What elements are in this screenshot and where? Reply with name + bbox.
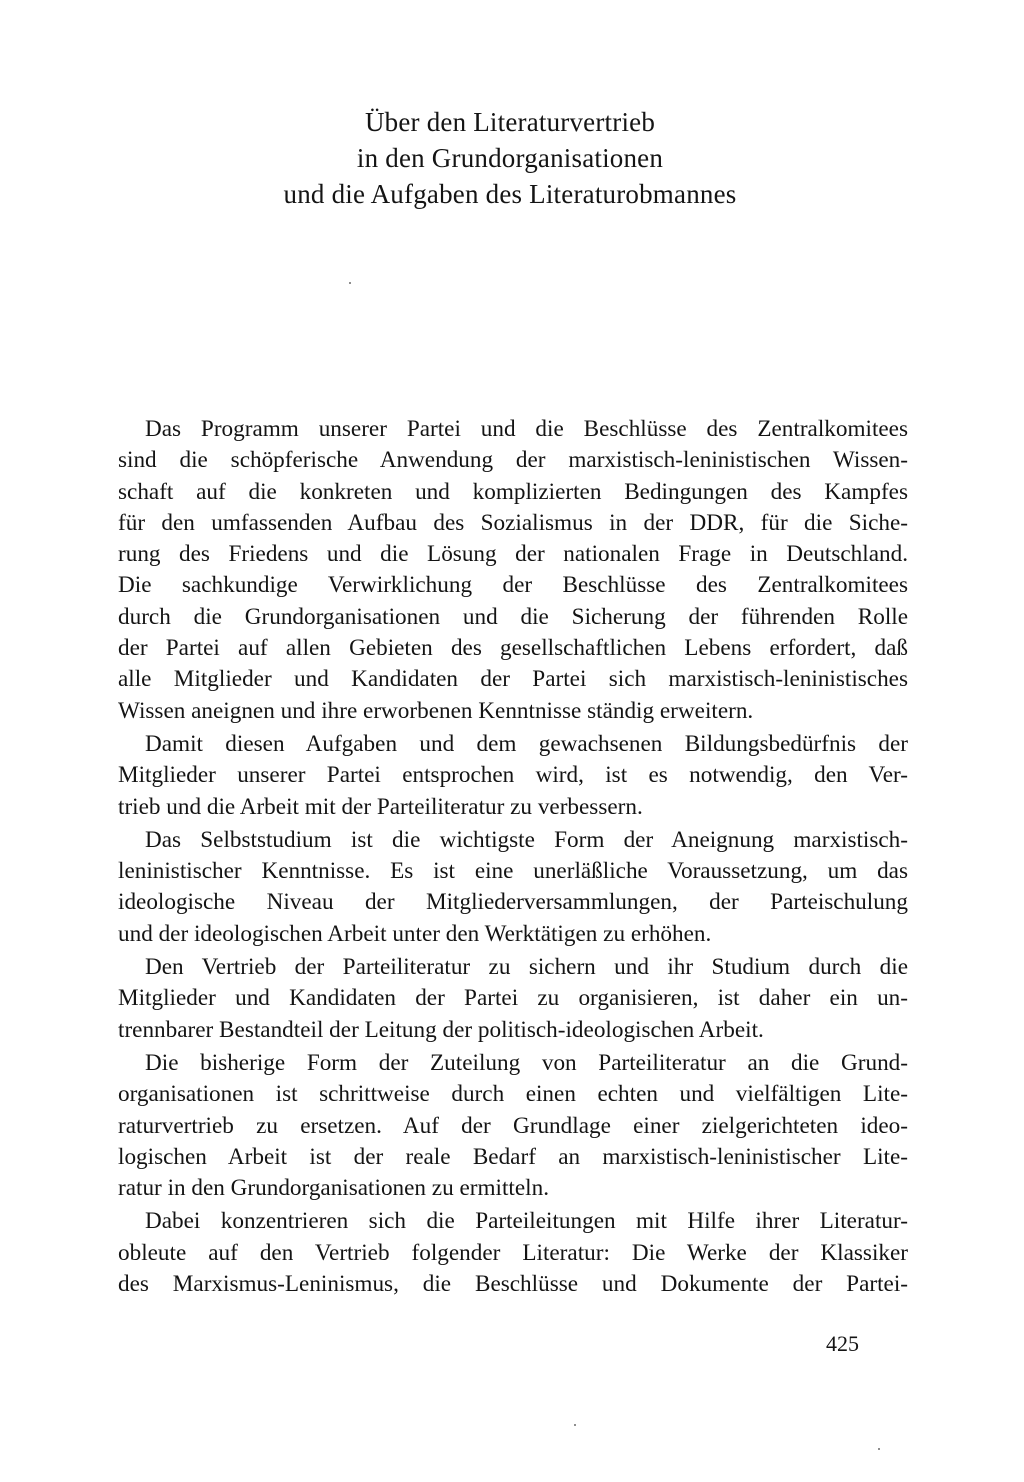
text-line: rung des Friedens und die Lösung der nationalen Frage in Deutschland. <box>118 541 908 568</box>
text-line: leninistischer Kenntnisse. Es ist eine unerläßliche Voraussetzung, um das <box>118 858 908 885</box>
text-line: sind die schöpferische Anwendung der marxistisch-leninistischen Wissen- <box>118 447 908 474</box>
text-line: Die sachkundige Verwirklichung der Beschlüsse des Zentralkomitees <box>118 572 908 599</box>
text-line: Die bisherige Form der Zuteilung von Parteiliteratur an die Grund- <box>145 1049 908 1076</box>
text-line: durch die Grundorganisationen und die Sicherung der führenden Rolle <box>118 603 908 630</box>
text-line: ideologische Niveau der Mitgliederversammlungen, der Parteischulung <box>118 889 908 916</box>
text-line: alle Mitglieder und Kandidaten der Partei sich marxistisch-leninistisches <box>118 666 908 693</box>
paragraph <box>118 952 908 1046</box>
heading-line: Über den Literaturvertrieb <box>364 107 656 137</box>
paragraph <box>118 414 908 727</box>
text-line: ratur in den Grundorganisationen zu ermitteln. <box>118 1175 549 1202</box>
text-line: Das Selbststudium ist die wichtigste Form der Aneignung marxistisch- <box>145 826 908 853</box>
paragraph <box>118 1048 908 1204</box>
heading-line: und die Aufgaben des Literaturobmannes <box>283 179 737 209</box>
text-line: Mitglieder unserer Partei entsprochen wird, ist es notwendig, den Ver- <box>118 762 908 789</box>
text-line: Mitglieder und Kandidaten der Partei zu organisieren, ist daher ein un- <box>118 985 908 1012</box>
paragraph <box>118 1206 908 1300</box>
text-line: organisationen ist schrittweise durch einen echten und vielfältigen Lite- <box>118 1081 908 1108</box>
text-line: raturvertrieb zu ersetzen. Auf der Grundlage einer zielgerichteten ideo- <box>118 1112 908 1139</box>
print-speck <box>574 1424 576 1426</box>
chapter-heading <box>250 104 770 212</box>
text-line: Wissen aneignen und ihre erworbenen Kenntnisse ständig erweitern. <box>118 697 754 724</box>
text-line: für den umfassenden Aufbau des Sozialismus in der DDR, für die Siche- <box>118 509 908 536</box>
text-line: trieb und die Arbeit mit der Parteiliteratur zu verbessern. <box>118 793 643 820</box>
text-line: Damit diesen Aufgaben und dem gewachsenen Bildungsbedürfnis der <box>145 730 908 757</box>
text-line: Das Programm unserer Partei und die Beschlüsse des Zentralkomitees <box>145 416 908 442</box>
text-line: trennbarer Bestandteil der Leitung der politisch-ideologischen Arbeit. <box>118 1016 764 1043</box>
print-speck <box>349 282 351 284</box>
print-speck <box>878 1448 880 1450</box>
paragraph <box>118 825 908 950</box>
heading-line: in den Grundorganisationen <box>356 143 664 173</box>
paragraph <box>118 729 908 823</box>
text-line: der Partei auf allen Gebieten des gesellschaftlichen Lebens erfordert, daß <box>118 635 908 662</box>
page-number: 425 <box>826 1331 859 1356</box>
text-line: Dabei konzentrieren sich die Parteileitungen mit Hilfe ihrer Literatur- <box>145 1208 908 1235</box>
text-line: schaft auf die konkreten und komplizierten Bedingungen des Kampfes <box>118 478 908 505</box>
text-line: logischen Arbeit ist der reale Bedarf an marxistisch-leninistischer Lite- <box>118 1143 908 1170</box>
text-line: des Marxismus-Leninismus, die Beschlüsse und Dokumente der Partei- <box>118 1271 908 1298</box>
body-text <box>118 414 908 1300</box>
text-line: und der ideologischen Arbeit unter den Werktätigen zu erhöhen. <box>118 920 712 947</box>
text-line: obleute auf den Vertrieb folgender Literatur: Die Werke der Klassiker <box>118 1239 908 1266</box>
text-line: Den Vertrieb der Parteiliteratur zu sichern und ihr Studium durch die <box>145 954 908 981</box>
